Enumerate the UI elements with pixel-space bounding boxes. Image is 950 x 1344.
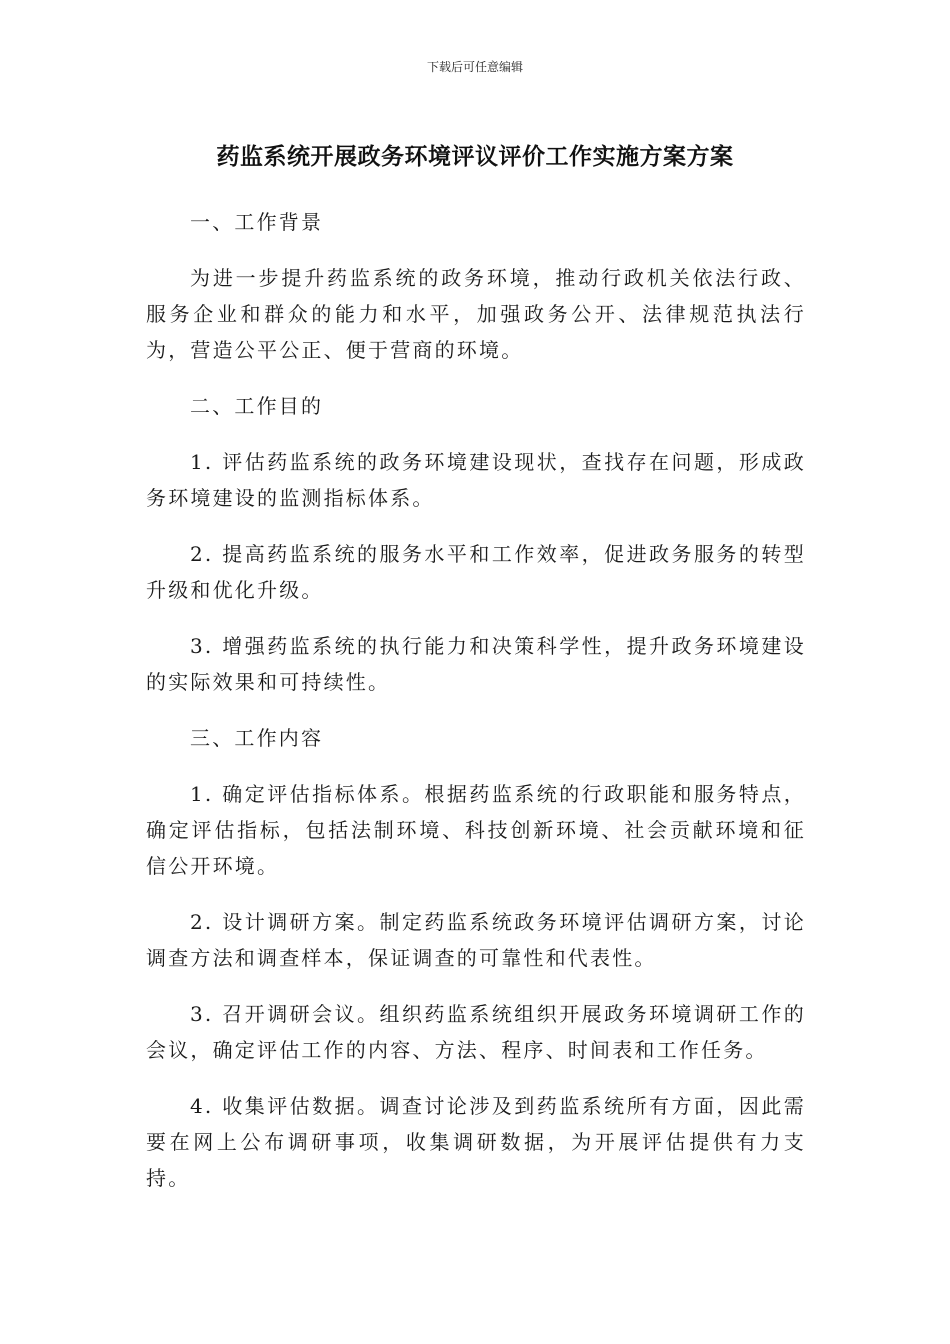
paragraph: 3. 召开调研会议。组织药监系统组织开展政务环境调研工作的会议，确定评估工作的内容、方法、程序、时间表和工作任务。 [146, 1002, 806, 1062]
paragraph: 4. 收集评估数据。调查讨论涉及到药监系统所有方面，因此需要在网上公布调研事项，收集调研数据，为开展评估提供有力支持。 [146, 1094, 806, 1190]
paragraph: 3. 增强药监系统的执行能力和决策科学性，提升政务环境建设的实际效果和可持续性。 [146, 634, 806, 694]
document-body [146, 204, 806, 1216]
paragraph: 2. 提高药监系统的服务水平和工作效率，促进政务服务的转型升级和优化升级。 [146, 542, 806, 602]
paragraph: 为进一步提升药监系统的政务环境，推动行政机关依法行政、服务企业和群众的能力和水平，加强政务公开、法律规范执法行为，营造公平公正、便于营商的环境。 [146, 266, 806, 362]
section-heading-purpose: 二、工作目的 [190, 394, 324, 418]
section-heading-content: 三、工作内容 [190, 726, 324, 750]
section-heading-background: 一、工作背景 [190, 210, 324, 234]
download-note: 下载后可任意编辑 [426, 60, 523, 74]
paragraph: 1. 评估药监系统的政务环境建设现状，查找存在问题，形成政务环境建设的监测指标体系。 [146, 450, 806, 510]
paragraph: 1. 确定评估指标体系。根据药监系统的行政职能和服务特点，确定评估指标，包括法制环境、科技创新环境、社会贡献环境和征信公开环境。 [146, 782, 806, 878]
paragraph: 2. 设计调研方案。制定药监系统政务环境评估调研方案，讨论调查方法和调查样本，保证调查的可靠性和代表性。 [146, 910, 806, 970]
document-title: 药监系统开展政务环境评议评价工作实施方案方案 [216, 144, 734, 170]
